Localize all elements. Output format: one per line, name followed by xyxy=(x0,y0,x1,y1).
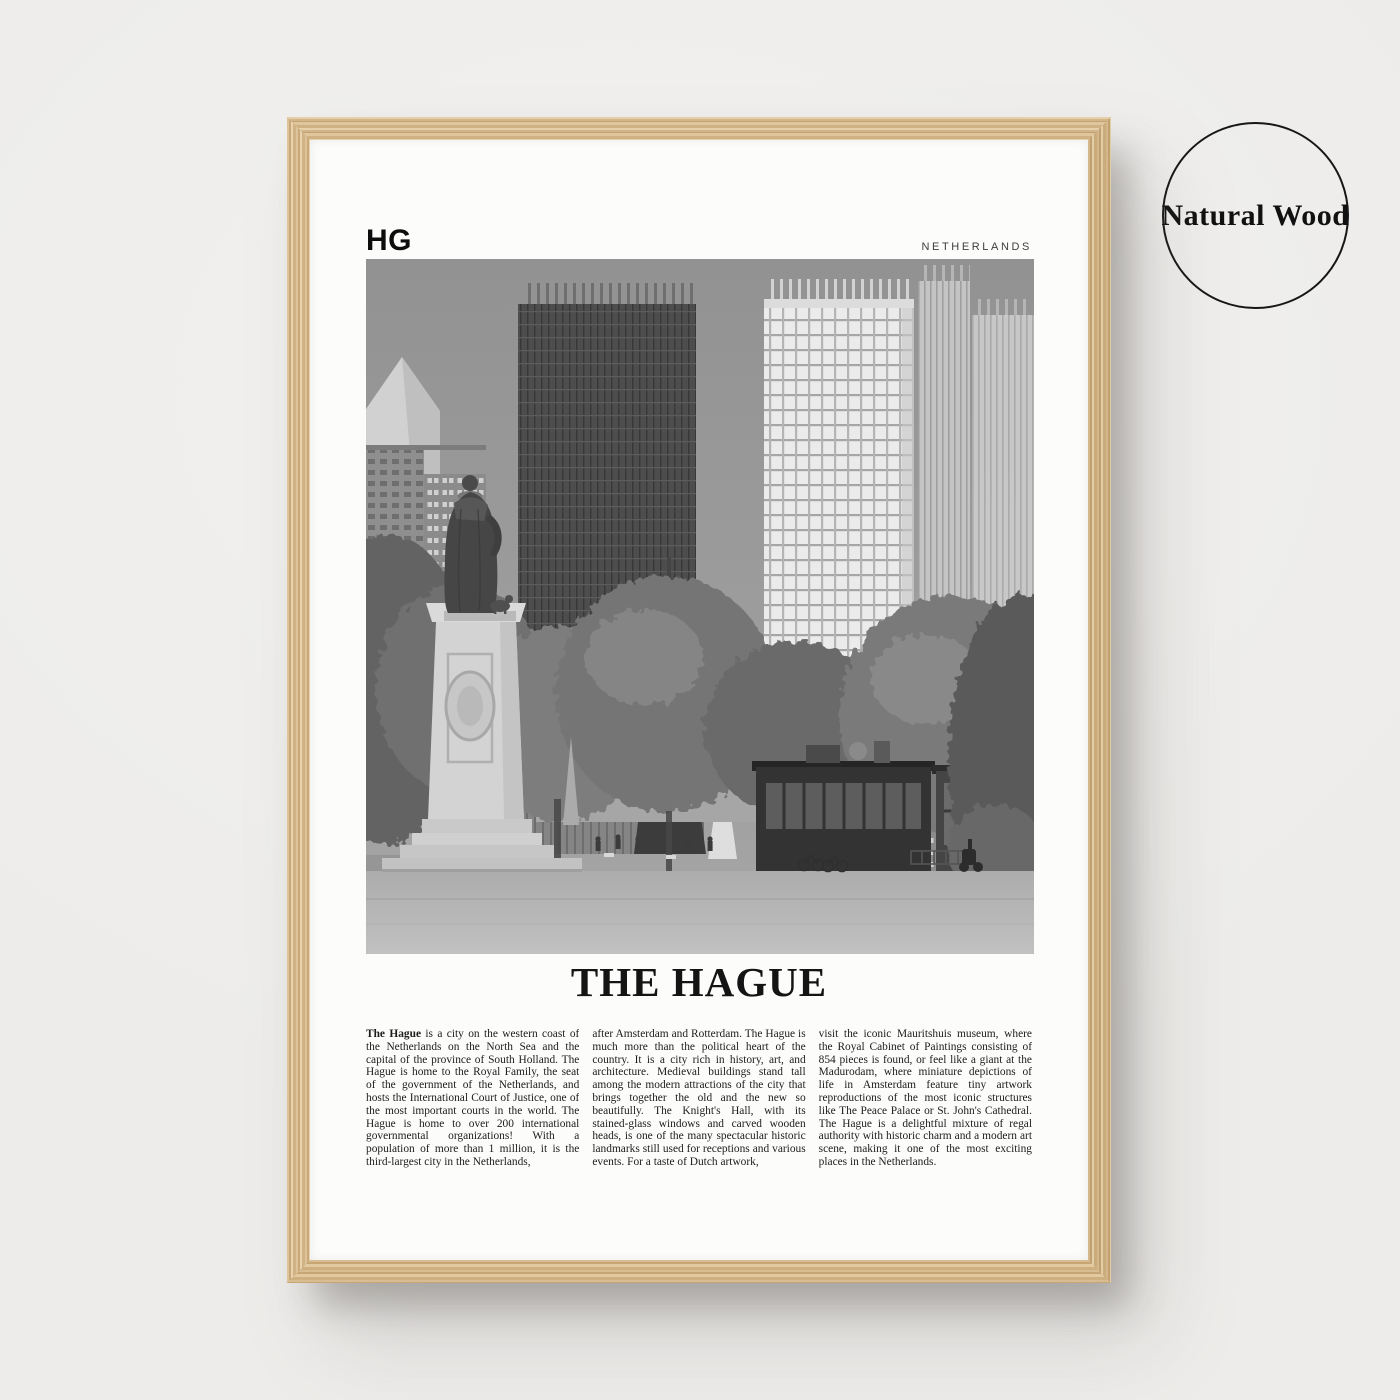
poster-logo: HG xyxy=(366,224,412,257)
body-column-3: visit the iconic Mauritshuis museum, where the Royal Cabinet of Paintings consisting of 854 pieces is found, or feel like a giant at the Madurodam, where miniature depictions of life in Amsterdam feature tiny artwork reproductions of the most iconic structures like The Peace Palace or St. John's Cathedral. The Hague is a delightful mixture of regal authority with historic charm and a modern art scene, making it one of the most exciting places in the Netherlands. xyxy=(818,1028,1032,1168)
badge-label: Natural Wood xyxy=(1161,198,1350,232)
poster-title: THE HAGUE xyxy=(570,959,828,1005)
poster xyxy=(310,140,1088,1260)
poster-body xyxy=(366,1028,1032,1200)
hague-photo xyxy=(366,259,1034,954)
body-column-2: after Amsterdam and Rotterdam. The Hague is much more than the political heart of the country. It is a city rich in history, art, and architecture. Medieval buildings stand tall among the modern attractions of the city that brings together the old and the new so beautifully. The Knight's Hall, with its stained-glass windows and carved wooden heads, is one of the many spectacular historic landmarks still used for receptions and various events. For a taste of Dutch artwork, xyxy=(592,1028,806,1168)
body-column-1-text: is a city on the western coast of the Netherlands on the North Sea and the capital of the province of South Holland. The Hague is home to the Royal Family, the seat of the government of the Netherlands, and hosts the International Court of Justice, one of the most important courts in the world. The Hague is home to over 200 international governmental organizations! With a population of more than 1 million, it is the third-largest city in the Netherlands, xyxy=(366,1028,580,1168)
natural-wood-badge xyxy=(1162,122,1349,309)
frame-bar-top xyxy=(287,117,1111,140)
frame-bar-right xyxy=(1088,117,1111,1283)
frame-bar-bottom xyxy=(287,1260,1111,1283)
body-lead: The Hague xyxy=(366,1028,421,1040)
poster-header xyxy=(366,224,1032,258)
frame-bar-left xyxy=(287,117,310,1283)
hague-photo-art xyxy=(366,259,1034,954)
body-column-1 xyxy=(366,1028,579,1200)
wood-frame xyxy=(287,117,1111,1283)
poster-region-label: NETHERLANDS xyxy=(921,241,1032,253)
